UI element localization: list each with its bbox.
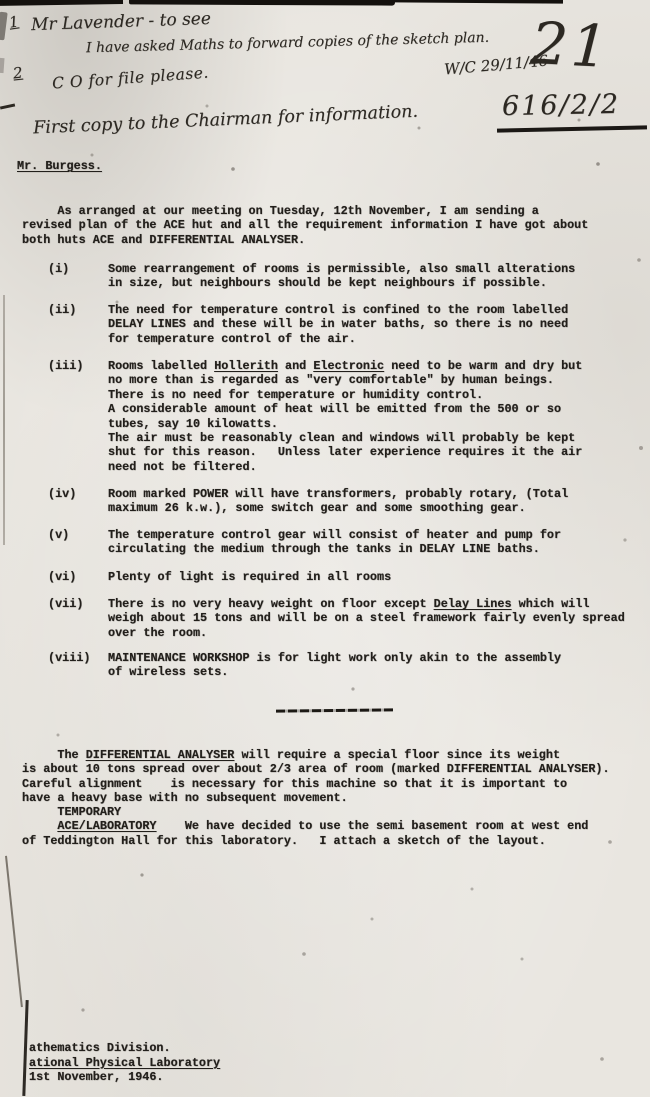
item-text: Rooms labelled Hollerith and Electronic need to be warm and dry but no more than is regarded as "very comfortable" by human beings. There is no need for temperature or humidity control. A considerable amount of heat will be emitted from the 500 or so tubes, say 10 kilowatts. The air must be reasonably clean and windows will probably be kept shut for this reason. Unless later experience requires it the air need not be filtered. <box>108 359 583 474</box>
paper-crease <box>5 856 22 1007</box>
ink-smudge <box>0 58 5 73</box>
temporary-ace-laboratory-paragraph: TEMPORARY ACE/LABORATORY We have decided to use the semi basement room at west end of Teddington Hall for this laboratory. I attach a sketch of the layout. <box>22 805 589 848</box>
paper-specks <box>0 0 2 2</box>
salutation-text: Mr. Burgess. <box>17 159 102 173</box>
intro-paragraph: As arranged at our meeting on Tuesday, 12th November, I am sending a revised plan of the ACE hut and all the requirement information I have got about both huts ACE and DIFFERENTIAL ANALYSER. <box>22 204 589 247</box>
paper-crease <box>3 295 5 545</box>
item-numeral: (iv) <box>48 487 77 501</box>
margin-number-2: 2 <box>12 63 24 83</box>
item-numeral: (vii) <box>48 597 84 611</box>
item-text: Plenty of light is required in all rooms <box>108 570 392 584</box>
handwritten-file-note: C O for file please. <box>51 63 210 93</box>
scan-edge-artifact <box>0 0 123 6</box>
item-text: Some rearrangement of rooms is permissible, also small alterations in size, but neighbours should be kept neighbours if possible. <box>108 262 576 291</box>
item-numeral: (viii) <box>48 651 91 665</box>
item-text: The temperature control gear will consist of heater and pump for circulating the medium through the tanks in DELAY LINE baths. <box>108 528 562 557</box>
item-text: MAINTENANCE WORKSHOP is for light work only akin to the assembly of wireless sets. <box>108 651 562 680</box>
scan-edge-artifact <box>393 0 563 4</box>
item-numeral: (iii) <box>48 359 84 373</box>
file-reference-underline <box>497 125 647 132</box>
ink-smudge <box>0 12 8 41</box>
differential-analyser-paragraph: The DIFFERENTIAL ANALYSER will require a special floor since its weight is about 10 tons spread over about 2/3 area of room (marked DIFFERENTIAL ANALYSER). Careful alignment is necessary for this machine so that it is important to have a heavy base with no subsequent movement. <box>22 748 610 806</box>
item-text: Room marked POWER will have transformers, probably rotary, (Total maximum 26 k.w.), some switch gear and some smoothing gear. <box>108 487 569 516</box>
handwritten-initials-date: W/C 29/11/46 <box>443 51 549 79</box>
item-numeral: (v) <box>48 528 70 542</box>
handwritten-routing-note-line2: I have asked Maths to forward copies of the sketch plan. <box>85 29 490 57</box>
item-text: The need for temperature control is confined to the room labelled DELAY LINES and these will be in water baths, so there is no need for temperature control of the air. <box>108 303 569 346</box>
item-numeral: (i) <box>48 262 70 276</box>
scan-edge-artifact <box>129 0 395 6</box>
item-numeral: (vi) <box>48 570 77 584</box>
salutation <box>17 159 102 173</box>
signature-block: athematics Division. ational Physical Laboratory 1st November, 1946. <box>29 1041 221 1085</box>
item-numeral: (ii) <box>48 303 77 317</box>
item-text: There is no very heavy weight on floor except Delay Lines which will weigh about 15 tons and will be on a steel framework fairly evenly spread over the room. <box>108 597 625 640</box>
paper-fold-edge <box>22 1000 28 1096</box>
margin-dash <box>0 103 15 109</box>
margin-number-1: 1 <box>7 12 20 32</box>
handwritten-page-number: 21 <box>529 8 613 82</box>
section-divider <box>276 708 393 713</box>
handwritten-copy-note: First copy to the Chairman for information. <box>32 101 419 139</box>
handwritten-file-reference: 616/2/2 <box>501 88 621 123</box>
handwritten-routing-note-line1: Mr Lavender - to see <box>30 8 212 36</box>
